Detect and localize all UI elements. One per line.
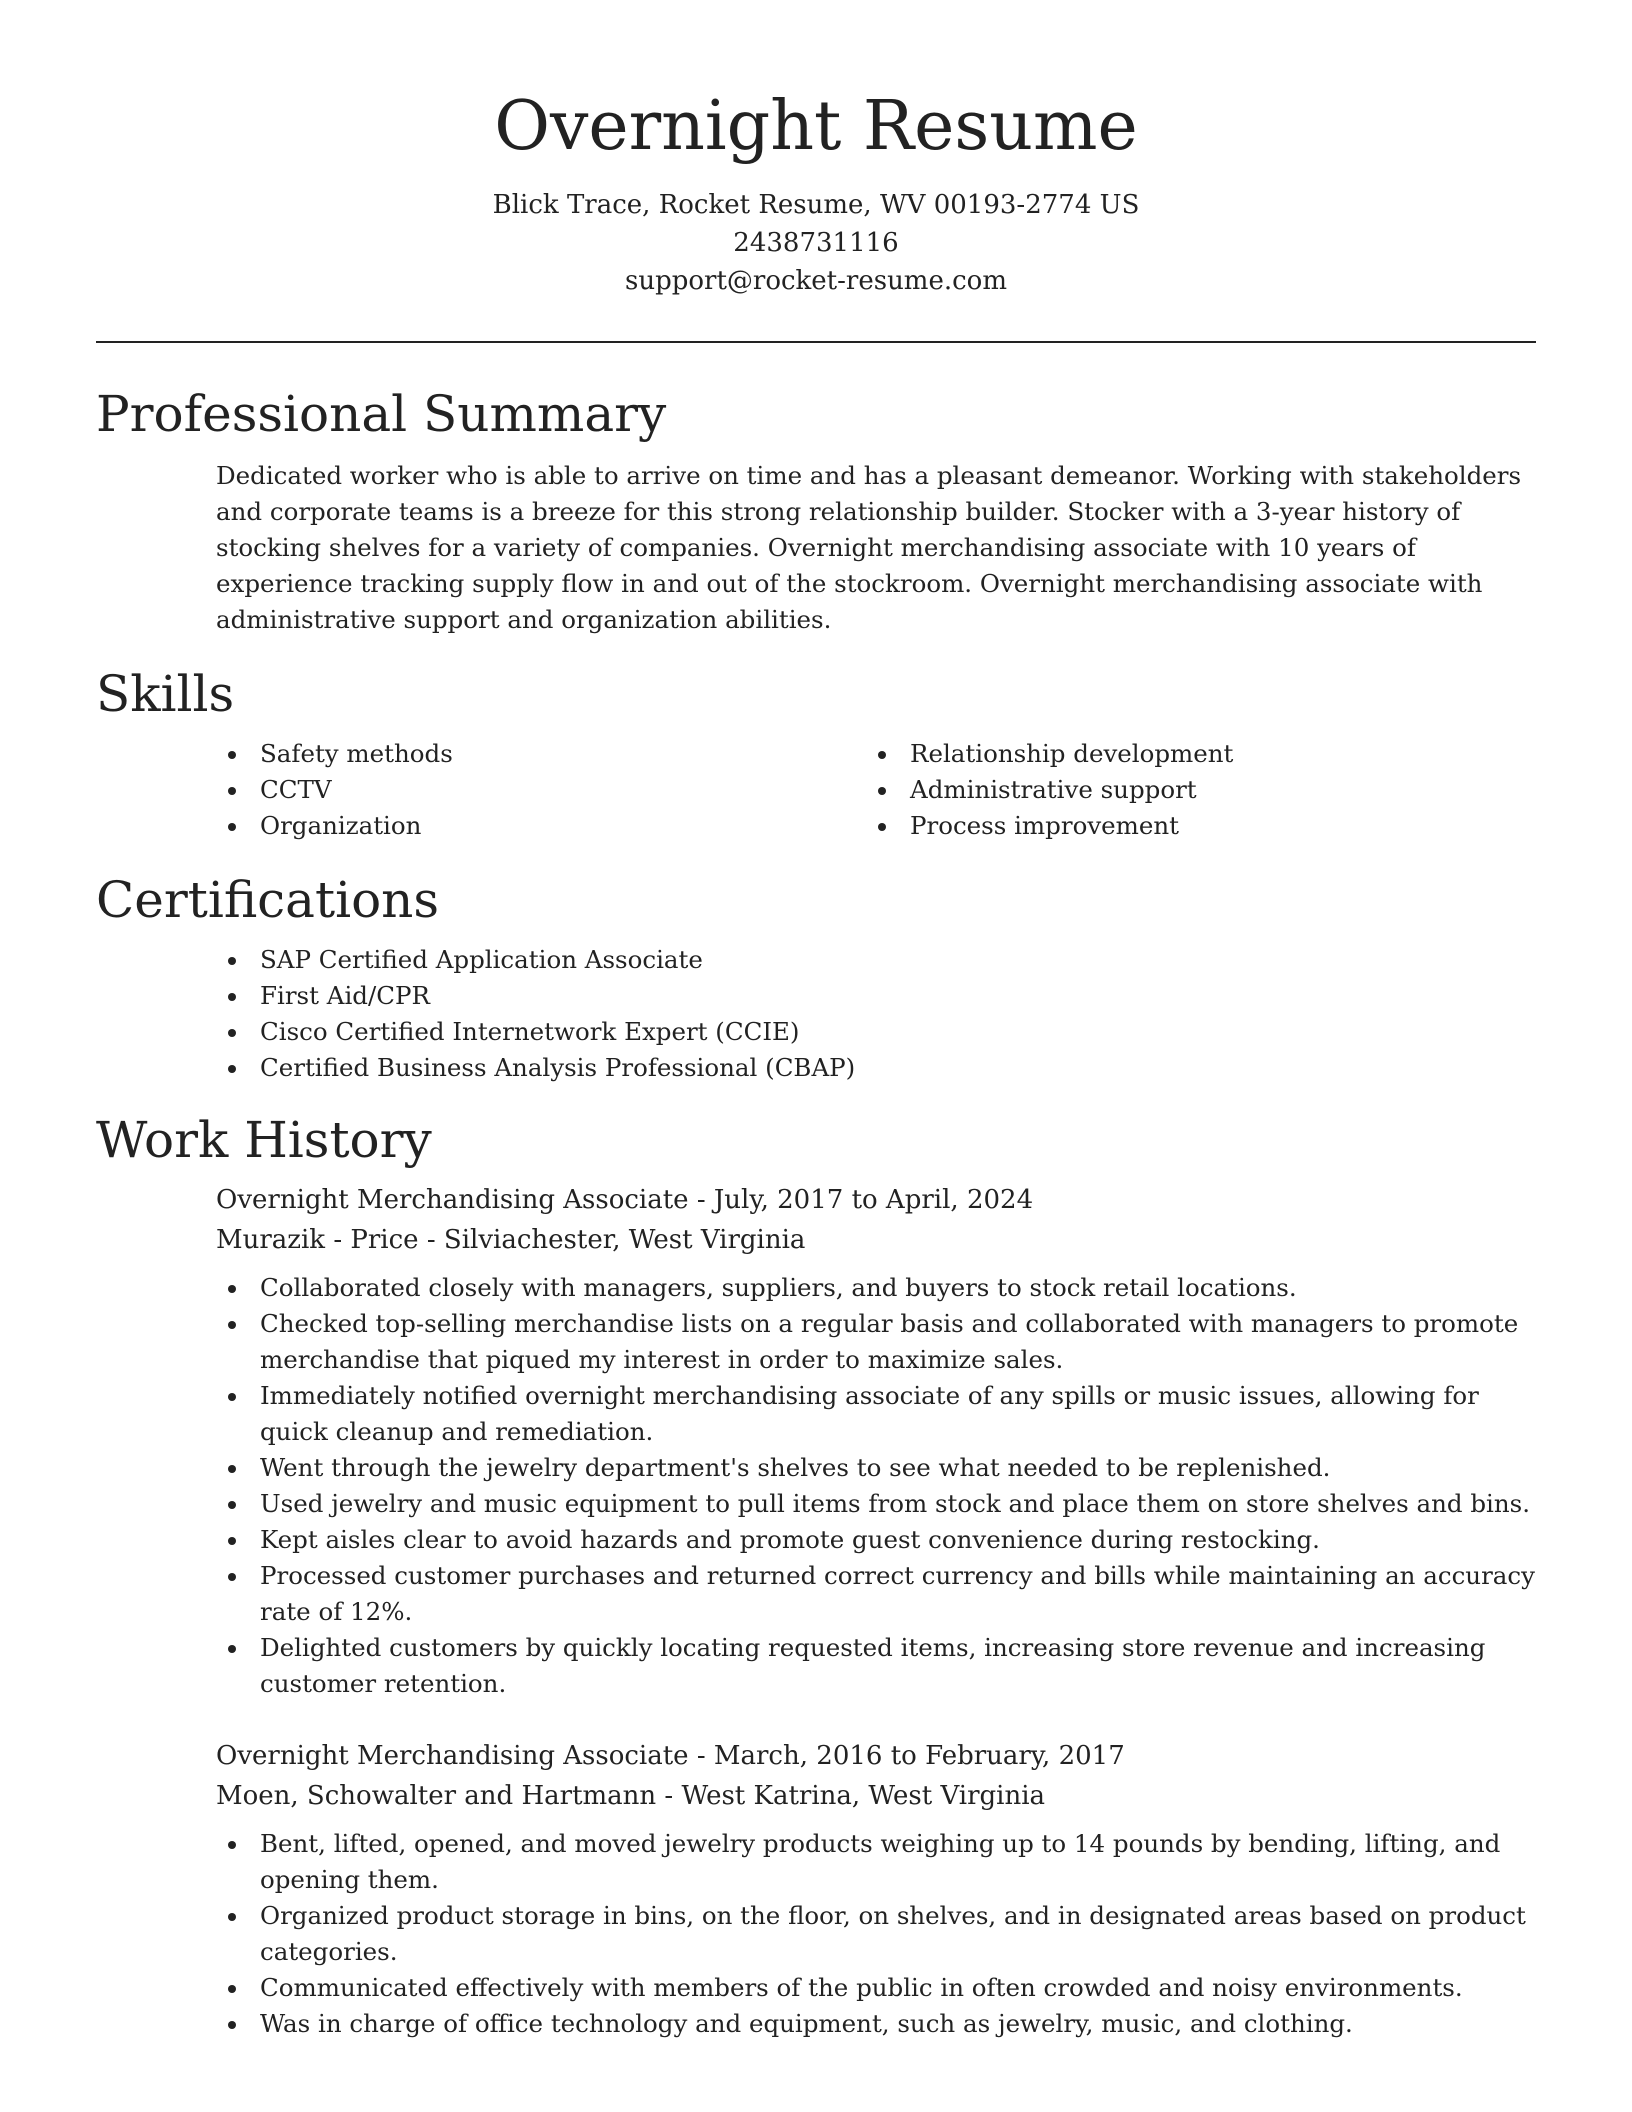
skill-item: Process improvement [866,808,1516,844]
contact-email: support@rocket-resume.com [624,266,1007,296]
contact-phone: 2438731116 [733,228,899,258]
job-duties-list [216,1270,1536,1702]
certifications-list [216,942,1536,1086]
certifications-heading: Certifications [96,871,440,929]
job-duty: Kept aisles clear to avoid hazards and promote guest convenience during restocking. [216,1522,1536,1558]
job-duty: Collaborated closely with managers, suppliers, and buyers to stock retail locations. [216,1270,1536,1306]
skills-column-right [866,736,1516,844]
job-employer-location: Murazik - Price - Silviachester, West Virginia [216,1225,806,1255]
work-history-section [96,1104,1536,2042]
candidate-name: Overnight Resume [494,87,1138,166]
job-duty: Organized product storage in bins, on the floor, on shelves, and in designated areas based on product categories. [216,1898,1536,1970]
job-entry [216,1180,1536,1702]
resume-body [96,378,1536,2042]
job-duty: Immediately notified overnight merchandising associate of any spills or music issues, allowing for quick cleanup and remediation. [216,1378,1536,1450]
skill-item: Relationship development [866,736,1516,772]
job-duty: Processed customer purchases and returned correct currency and bills while maintaining an accuracy rate of 12%. [216,1558,1536,1630]
skill-item: Administrative support [866,772,1516,808]
job-title-dates: Overnight Merchandising Associate - March, 2016 to February, 2017 [216,1741,1125,1771]
job-duty: Bent, lifted, opened, and moved jewelry products weighing up to 14 pounds by bending, lifting, and opening them. [216,1826,1536,1898]
job-entry [216,1736,1536,2042]
summary-section [96,378,1536,638]
job-duty: Used jewelry and music equipment to pull items from stock and place them on store shelves and bins. [216,1486,1536,1522]
certification-item: Certified Business Analysis Professional (CBAP) [216,1050,1536,1086]
certifications-section [96,864,1536,1086]
job-duty: Was in charge of office technology and equipment, such as jewelry, music, and clothing. [216,2006,1536,2042]
job-duty: Went through the jewelry department's shelves to see what needed to be replenished. [216,1450,1536,1486]
certification-item: SAP Certified Application Associate [216,942,1536,978]
skill-item: CCTV [216,772,866,808]
job-duties-list [216,1826,1536,2042]
resume-header [0,82,1632,300]
skill-item: Safety methods [216,736,866,772]
work-history-heading: Work History [96,1111,432,1169]
skills-heading: Skills [96,665,235,723]
job-duty: Checked top-selling merchandise lists on a regular basis and collaborated with managers to promote merchandise that piqued my interest in order to maximize sales. [216,1306,1536,1378]
job-duty: Communicated effectively with members of the public in often crowded and noisy environments. [216,1970,1536,2006]
job-title-dates: Overnight Merchandising Associate - July, 2017 to April, 2024 [216,1185,1034,1215]
skill-item: Organization [216,808,866,844]
certification-item: First Aid/CPR [216,978,1536,1014]
skills-grid [216,736,1536,844]
skills-column-left [216,736,866,844]
certification-item: Cisco Certified Internetwork Expert (CCIE) [216,1014,1536,1050]
header-divider [96,341,1536,343]
summary-text: Dedicated worker who is able to arrive on time and has a pleasant demeanor. Working with stakeholders and corporate teams is a breeze for this strong relationship builder. Stocker with a 3-year history of stocking shelves for a variety of companies. Overnight merchandising associate with 10 years of experience tracking supply flow in and out of the stockroom. Overnight merchandising associate with administrative support and organization abilities. [216,461,1522,634]
contact-address: Blick Trace, Rocket Resume, WV 00193-2774 US [492,190,1140,220]
summary-heading: Professional Summary [96,385,667,443]
skills-section [96,658,1536,844]
job-duty: Delighted customers by quickly locating requested items, increasing store revenue and increasing customer retention. [216,1630,1536,1702]
job-employer-location: Moen, Schowalter and Hartmann - West Katrina, West Virginia [216,1781,1046,1811]
